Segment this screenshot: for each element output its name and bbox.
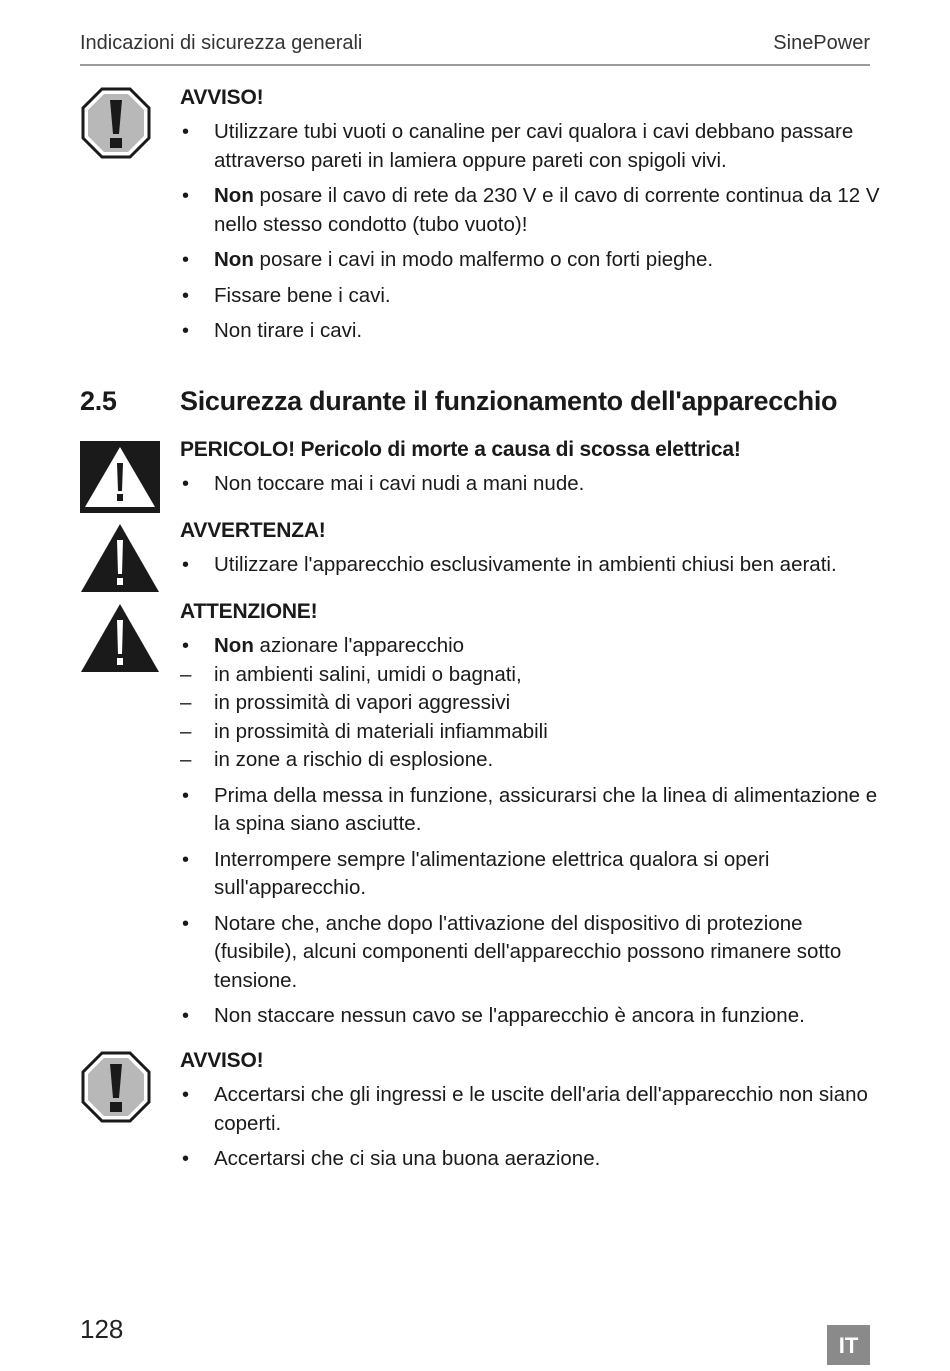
warning-triangle-icon	[80, 522, 160, 599]
list-item-text: Non tirare i cavi.	[214, 319, 363, 342]
danger-triangle-boxed-icon	[80, 441, 160, 518]
list-item	[180, 182, 880, 239]
list-item	[180, 551, 880, 580]
danger-list	[180, 470, 880, 499]
list-item	[180, 632, 880, 775]
section-title: Sicurezza durante il funzionamento dell'apparecchio	[180, 386, 838, 416]
list-item	[180, 470, 880, 499]
header-chapter-title: Indicazioni di sicurezza generali	[80, 32, 363, 54]
notice-octagon-icon	[80, 86, 152, 165]
list-item-text: posare il cavo di rete da 230 V e il cavo di corrente continua da 12 V nello stesso condotto (tubo vuoto)!	[214, 184, 880, 236]
list-item-text: Fissare bene i cavi.	[214, 283, 391, 307]
notice-list	[180, 118, 880, 346]
notice-block-1	[180, 86, 880, 353]
notice-list	[180, 1081, 880, 1174]
caution-label: ATTENZIONE!	[180, 600, 318, 623]
section-number: 2.5	[80, 386, 117, 416]
language-tab: IT	[827, 1325, 870, 1365]
list-item	[180, 1145, 880, 1174]
warning-list	[180, 551, 880, 580]
list-item-text: Notare che, anche dopo l'attivazione del dispositivo di protezione (fusibile), alcuni componenti dell'apparecchio possono rimanere sotto tensione.	[214, 911, 842, 992]
list-item-text: Utilizzare tubi vuoti o canaline per cavi qualora i cavi debbano passare attraverso pareti in lamiera oppure pareti con spigoli vivi.	[214, 120, 854, 172]
sub-list-item: – in zone a rischio di esplosione.	[180, 746, 880, 775]
sub-list-item: – in prossimità di vapori aggressivi	[180, 689, 880, 718]
warning-block	[180, 519, 880, 587]
list-item	[180, 282, 880, 311]
caution-block	[180, 600, 880, 1038]
danger-label: PERICOLO! Pericolo di morte a causa di scossa elettrica!	[180, 438, 741, 461]
list-item	[180, 1081, 880, 1138]
list-item	[180, 910, 880, 996]
list-item	[180, 1002, 880, 1031]
list-item-text: Prima della messa in funzione, assicurarsi che la linea di alimentazione e la spina siano asciutte.	[214, 783, 878, 835]
list-item	[180, 118, 880, 175]
notice-octagon-icon	[80, 1050, 152, 1129]
caution-list	[180, 632, 880, 1031]
page-header	[80, 32, 870, 66]
list-item-text: Utilizzare l'apparecchio esclusivamente in ambienti chiusi ben aerati.	[214, 553, 837, 576]
list-item-text: Accertarsi che ci sia una buona aerazione.	[214, 1147, 601, 1170]
list-item-text: posare i cavi in modo malfermo o con forti pieghe.	[253, 248, 714, 271]
sub-list-item: – in ambienti salini, umidi o bagnati,	[180, 661, 880, 690]
header-product-name: SinePower	[773, 32, 870, 54]
list-item	[180, 782, 880, 839]
list-item-text: Interrompere sempre l'alimentazione elettrica qualora si operi sull'apparecchio.	[214, 847, 770, 899]
emphasis-text: Non	[214, 184, 254, 207]
notice-block-2	[180, 1049, 880, 1181]
list-item	[180, 846, 880, 903]
emphasis-text: Non	[214, 248, 254, 271]
list-item-text: azionare l'apparecchio	[253, 634, 465, 657]
sub-list	[214, 661, 880, 775]
emphasis-text: Non	[214, 634, 254, 657]
list-item-text: Non staccare nessun cavo se l'apparecchio è ancora in funzione.	[214, 1004, 805, 1027]
warning-label: AVVERTENZA!	[180, 519, 326, 542]
list-item-text: Accertarsi che gli ingressi e le uscite dell'aria dell'apparecchio non siano coperti.	[214, 1083, 868, 1135]
page-number: 128	[80, 1314, 124, 1344]
caution-triangle-icon	[80, 602, 160, 679]
notice-label: AVVISO!	[180, 86, 264, 109]
sub-list-item: – in prossimità di materiali infiammabili	[180, 718, 880, 747]
list-item-text: Non toccare mai i cavi nudi a mani nude.	[214, 472, 585, 495]
notice-label: AVVISO!	[180, 1049, 264, 1072]
danger-block	[180, 438, 880, 506]
list-item	[180, 317, 880, 346]
list-item	[180, 246, 880, 275]
